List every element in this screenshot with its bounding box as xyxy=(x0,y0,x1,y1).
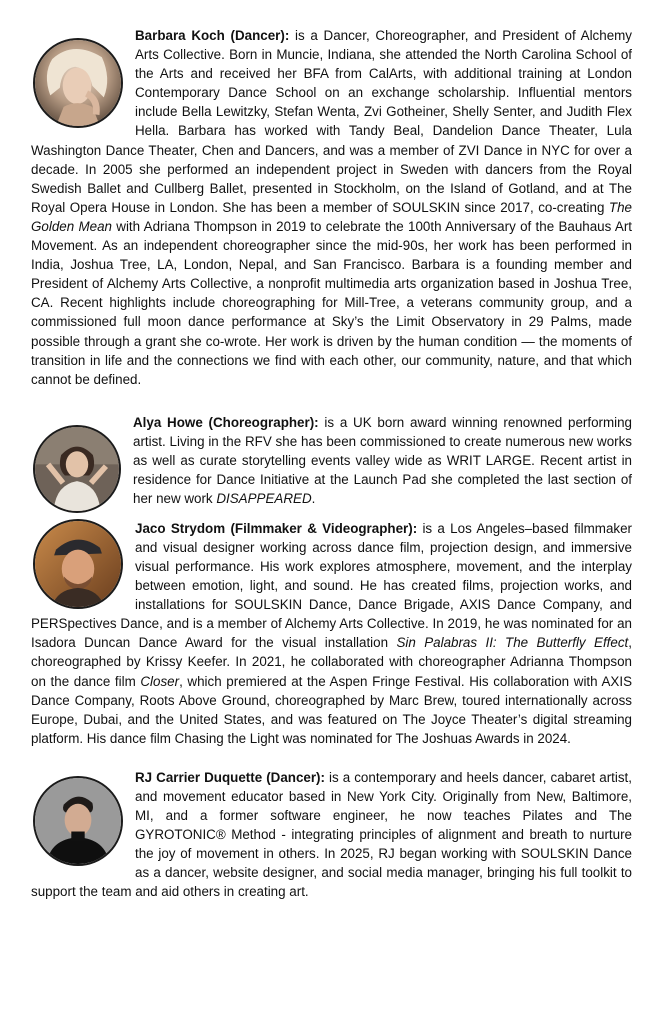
portrait-alya-howe xyxy=(33,425,121,513)
bio-name: Jaco Strydom (Filmmaker & Videographer): xyxy=(135,520,418,536)
bio-name: RJ Carrier Duquette (Dancer): xyxy=(135,769,325,785)
bio-body: is a Dancer, Choreographer, and President of Alchemy Arts Collective. Born in Muncie, Indiana, she attended the North Carolina School of the Arts and received her BFA from CalArts, with additional training at London Contemporary Dance School on an exchange scholarship. Influential mentors include Bella Lewitzky, Stefan Wenta, Zvi Gotheiner, Shelly Senter, and Judith Flex Hella. Barbara has worked with Tandy Beal, Dandelion Dance Theater, Lula Washington Dance Theater, Chen and Dancers, and was a member of ZVI Dance in NYC for over a decade. In 2005 she performed an independent project in Sweden with dancers from the Royal Swedish Ballet and Cullberg Ballet, presented in Stockholm, on the Island of Gotland, and at The Royal Opera House in London. She has been a member of SOULSKIN since 2017, co-creating xyxy=(31,28,632,215)
bio-body: . xyxy=(311,491,316,507)
portrait-jaco-strydom xyxy=(33,519,123,609)
bio-body: is a UK born award winning renowned performing artist. Living in the RFV she has been commissioned to create numerous new works as well as curate storytelling events valley wide as WRIT LARGE. Recent artist in residence for Dance Initiative at the Launch Pad she completed the last section of her new work xyxy=(133,414,632,507)
bio-body: is a Los Angeles–based filmmaker and visual designer working across dance film, projection design, and immersive visual performance. His work explores atmosphere, movement, and the interplay between emotion, light, and sound. He has created films, projection works, and installations for SOULSKIN Dance, Dance Brigade, AXIS Dance Company, and PERSpectives Dance, and is a member of Alchemy Arts Collective. In 2019, he was nominated for an Isadora Duncan Dance Award for the visual installation xyxy=(31,520,632,651)
bio-barbara-koch xyxy=(31,26,632,389)
bio-body: with Adriana Thompson in 2019 to celebrate the 100th Anniversary of the Bauhaus Art Movement. As an independent choreographer since the mid-90s, her work has been performed in India, Joshua Tree, LA, London, Nepal, and San Francisco. Barbara is a founding member and President of Alchemy Arts Collective, a nonprofit multimedia arts organization based in Joshua Tree, CA. Recent highlights include choreographing for Mill-Tree, a veterans community group, and a commissioned full moon dance performance at Sky’s the Limit Observatory in 29 Palms, made possible through a grant she co-wrote. Her work is driven by the human condition — the moments of transition in life and the connections we find with each other, our community, nature, and that which cannot be defined. xyxy=(31,218,632,387)
work-title: The Golden Mean xyxy=(31,199,632,234)
bio-name: Barbara Koch (Dancer): xyxy=(135,28,290,43)
bio-body: is a contemporary and heels dancer, cabaret artist, and movement educator based in New York City. Originally from New, Baltimore, MI, and a former software engineer, he now teaches Pilates and The GYROTONIC® Method - integrating principles of alignment and breath to nurture the joy of movement in others. In 2025, RJ began working with SOULSKIN Dance as a dancer, website designer, and social media manager, bringing his full toolkit to support the team and aid others in creating art. xyxy=(31,769,632,900)
bio-body: , choreographed by Krissy Keefer. In 2021, he collaborated with choreographer Adrianna Thompson on the dance film xyxy=(31,635,632,689)
bio-rj-carrier-duquette xyxy=(31,768,632,902)
bio-alya-howe xyxy=(31,413,632,515)
work-title: Closer xyxy=(140,673,180,689)
bio-body: , which premiered at the Aspen Fringe Festival. His collaboration with AXIS Dance Company, Roots Above Ground, choreographed by Marc Brew, toured internationally across Europe, Dubai, and the United States, and was featured on The Joyce Theater’s digital streaming platform. His dance film Chasing the Light was nominated for The Joshuas Awards in 2024. xyxy=(31,673,632,746)
bio-name: Alya Howe (Choreographer): xyxy=(133,414,319,430)
portrait-barbara-koch xyxy=(33,38,123,128)
portrait-rj-carrier-duquette xyxy=(33,776,123,866)
work-title: Sin Palabras II: The Butterfly Effect xyxy=(396,635,629,651)
bio-jaco-strydom xyxy=(31,519,632,748)
bio-text xyxy=(31,768,632,902)
work-title: DISAPPEARED xyxy=(216,491,312,507)
bio-text xyxy=(31,413,632,508)
